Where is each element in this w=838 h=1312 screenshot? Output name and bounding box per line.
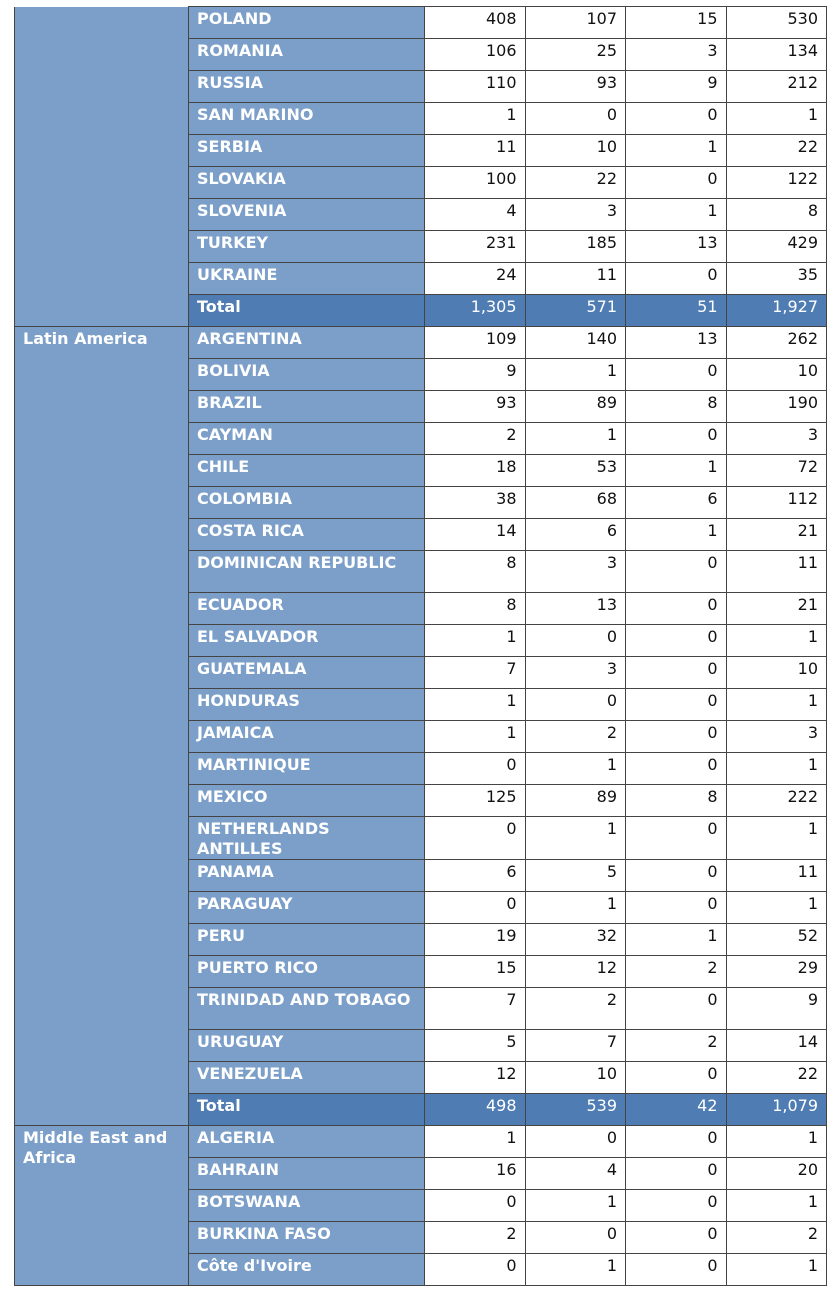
value-col-2: 6 bbox=[525, 519, 626, 551]
value-col-4: 1 bbox=[726, 1190, 827, 1222]
value-col-1: 15 bbox=[425, 956, 526, 988]
value-col-4: 8 bbox=[726, 199, 827, 231]
value-col-1: 408 bbox=[425, 7, 526, 39]
value-col-3: 0 bbox=[626, 817, 727, 860]
value-col-1: 19 bbox=[425, 924, 526, 956]
value-col-2: 12 bbox=[525, 956, 626, 988]
value-col-2: 1 bbox=[525, 817, 626, 860]
value-col-1: 0 bbox=[425, 1190, 526, 1222]
value-col-3: 15 bbox=[626, 7, 727, 39]
value-col-3: 9 bbox=[626, 71, 727, 103]
value-col-4: 35 bbox=[726, 263, 827, 295]
value-col-3: 2 bbox=[626, 1030, 727, 1062]
table-body bbox=[15, 7, 827, 1286]
value-col-1: 110 bbox=[425, 71, 526, 103]
country-name: HONDURAS bbox=[189, 689, 425, 721]
value-col-1: 2 bbox=[425, 1222, 526, 1254]
value-col-4: 1 bbox=[726, 892, 827, 924]
value-col-2: 3 bbox=[525, 199, 626, 231]
value-col-2: 3 bbox=[525, 551, 626, 593]
value-col-1: 4 bbox=[425, 199, 526, 231]
country-name: NETHERLANDS ANTILLES bbox=[189, 817, 425, 860]
value-col-1: 231 bbox=[425, 231, 526, 263]
value-col-4: 2 bbox=[726, 1222, 827, 1254]
value-col-4: 1 bbox=[726, 753, 827, 785]
value-col-4: 212 bbox=[726, 71, 827, 103]
value-col-3: 0 bbox=[626, 721, 727, 753]
value-col-3: 0 bbox=[626, 359, 727, 391]
value-col-3: 0 bbox=[626, 1222, 727, 1254]
value-col-2: 1 bbox=[525, 892, 626, 924]
value-col-1: 7 bbox=[425, 988, 526, 1030]
country-name: UKRAINE bbox=[189, 263, 425, 295]
value-col-1: 0 bbox=[425, 892, 526, 924]
value-col-1: 1 bbox=[425, 103, 526, 135]
country-name: BURKINA FASO bbox=[189, 1222, 425, 1254]
value-col-4: 429 bbox=[726, 231, 827, 263]
value-col-4: 1 bbox=[726, 817, 827, 860]
value-col-3: 1 bbox=[626, 924, 727, 956]
value-col-4: 22 bbox=[726, 1062, 827, 1094]
value-col-2: 0 bbox=[525, 689, 626, 721]
value-col-1: 106 bbox=[425, 39, 526, 71]
country-name: ALGERIA bbox=[189, 1126, 425, 1158]
value-col-1: 12 bbox=[425, 1062, 526, 1094]
value-col-2: 185 bbox=[525, 231, 626, 263]
value-col-2: 13 bbox=[525, 593, 626, 625]
country-name: PUERTO RICO bbox=[189, 956, 425, 988]
value-col-3: 0 bbox=[626, 625, 727, 657]
value-col-4: 262 bbox=[726, 327, 827, 359]
value-col-2: 22 bbox=[525, 167, 626, 199]
country-name: CHILE bbox=[189, 455, 425, 487]
value-col-2: 10 bbox=[525, 1062, 626, 1094]
value-col-3: 0 bbox=[626, 167, 727, 199]
value-col-4: 1 bbox=[726, 1126, 827, 1158]
table-row bbox=[15, 1126, 827, 1158]
country-name: SLOVENIA bbox=[189, 199, 425, 231]
value-col-3: 1 bbox=[626, 455, 727, 487]
value-col-1: 0 bbox=[425, 817, 526, 860]
country-name: BOLIVIA bbox=[189, 359, 425, 391]
value-col-1: 11 bbox=[425, 135, 526, 167]
value-col-1: 8 bbox=[425, 593, 526, 625]
value-col-4: 14 bbox=[726, 1030, 827, 1062]
country-name: BOTSWANA bbox=[189, 1190, 425, 1222]
value-col-4: 11 bbox=[726, 860, 827, 892]
value-col-2: 539 bbox=[525, 1094, 626, 1126]
value-col-3: 6 bbox=[626, 487, 727, 519]
value-col-2: 107 bbox=[525, 7, 626, 39]
value-col-3: 3 bbox=[626, 39, 727, 71]
value-col-3: 8 bbox=[626, 391, 727, 423]
value-col-1: 1 bbox=[425, 625, 526, 657]
value-col-4: 530 bbox=[726, 7, 827, 39]
value-col-4: 1 bbox=[726, 625, 827, 657]
value-col-2: 1 bbox=[525, 359, 626, 391]
value-col-2: 571 bbox=[525, 295, 626, 327]
value-col-3: 0 bbox=[626, 263, 727, 295]
country-name: PERU bbox=[189, 924, 425, 956]
country-name: POLAND bbox=[189, 7, 425, 39]
value-col-3: 2 bbox=[626, 956, 727, 988]
country-name: COSTA RICA bbox=[189, 519, 425, 551]
country-name: SLOVAKIA bbox=[189, 167, 425, 199]
total-label: Total bbox=[189, 1094, 425, 1126]
country-name: PARAGUAY bbox=[189, 892, 425, 924]
value-col-1: 125 bbox=[425, 785, 526, 817]
value-col-2: 0 bbox=[525, 1126, 626, 1158]
value-col-4: 72 bbox=[726, 455, 827, 487]
value-col-2: 1 bbox=[525, 753, 626, 785]
value-col-2: 89 bbox=[525, 785, 626, 817]
value-col-4: 190 bbox=[726, 391, 827, 423]
region-cell: Middle East and Africa bbox=[15, 1126, 189, 1286]
value-col-4: 21 bbox=[726, 519, 827, 551]
value-col-1: 1 bbox=[425, 721, 526, 753]
value-col-1: 24 bbox=[425, 263, 526, 295]
value-col-1: 93 bbox=[425, 391, 526, 423]
value-col-2: 0 bbox=[525, 103, 626, 135]
value-col-2: 4 bbox=[525, 1158, 626, 1190]
country-name: RUSSIA bbox=[189, 71, 425, 103]
value-col-1: 1 bbox=[425, 689, 526, 721]
value-col-4: 10 bbox=[726, 359, 827, 391]
value-col-2: 10 bbox=[525, 135, 626, 167]
region-cell bbox=[15, 7, 189, 327]
value-col-4: 52 bbox=[726, 924, 827, 956]
value-col-3: 0 bbox=[626, 689, 727, 721]
country-name: BRAZIL bbox=[189, 391, 425, 423]
value-col-1: 38 bbox=[425, 487, 526, 519]
region-cell: Latin America bbox=[15, 327, 189, 1126]
country-name: SAN MARINO bbox=[189, 103, 425, 135]
value-col-2: 11 bbox=[525, 263, 626, 295]
value-col-1: 1 bbox=[425, 1126, 526, 1158]
value-col-4: 112 bbox=[726, 487, 827, 519]
value-col-3: 0 bbox=[626, 1254, 727, 1286]
value-col-2: 53 bbox=[525, 455, 626, 487]
value-col-4: 9 bbox=[726, 988, 827, 1030]
country-name: BAHRAIN bbox=[189, 1158, 425, 1190]
value-col-3: 51 bbox=[626, 295, 727, 327]
value-col-2: 1 bbox=[525, 1254, 626, 1286]
value-col-3: 0 bbox=[626, 657, 727, 689]
table-row bbox=[15, 7, 827, 39]
value-col-3: 0 bbox=[626, 860, 727, 892]
value-col-1: 1,305 bbox=[425, 295, 526, 327]
value-col-3: 0 bbox=[626, 423, 727, 455]
value-col-3: 42 bbox=[626, 1094, 727, 1126]
value-col-3: 0 bbox=[626, 1158, 727, 1190]
value-col-4: 22 bbox=[726, 135, 827, 167]
country-totals-table bbox=[14, 6, 827, 1286]
value-col-2: 25 bbox=[525, 39, 626, 71]
value-col-2: 89 bbox=[525, 391, 626, 423]
value-col-1: 100 bbox=[425, 167, 526, 199]
value-col-4: 21 bbox=[726, 593, 827, 625]
value-col-3: 1 bbox=[626, 135, 727, 167]
value-col-3: 0 bbox=[626, 1062, 727, 1094]
country-name: VENEZUELA bbox=[189, 1062, 425, 1094]
value-col-2: 93 bbox=[525, 71, 626, 103]
country-name: Côte d'Ivoire bbox=[189, 1254, 425, 1286]
value-col-3: 1 bbox=[626, 199, 727, 231]
value-col-1: 5 bbox=[425, 1030, 526, 1062]
country-name: DOMINICAN REPUBLIC bbox=[189, 551, 425, 593]
value-col-1: 9 bbox=[425, 359, 526, 391]
country-name: PANAMA bbox=[189, 860, 425, 892]
value-col-4: 20 bbox=[726, 1158, 827, 1190]
value-col-1: 7 bbox=[425, 657, 526, 689]
value-col-2: 0 bbox=[525, 625, 626, 657]
value-col-1: 18 bbox=[425, 455, 526, 487]
value-col-3: 0 bbox=[626, 1190, 727, 1222]
value-col-2: 32 bbox=[525, 924, 626, 956]
value-col-2: 1 bbox=[525, 1190, 626, 1222]
value-col-1: 8 bbox=[425, 551, 526, 593]
country-name: MEXICO bbox=[189, 785, 425, 817]
country-name: URUGUAY bbox=[189, 1030, 425, 1062]
value-col-3: 13 bbox=[626, 327, 727, 359]
country-name: COLOMBIA bbox=[189, 487, 425, 519]
value-col-2: 2 bbox=[525, 721, 626, 753]
country-name: EL SALVADOR bbox=[189, 625, 425, 657]
value-col-4: 1,927 bbox=[726, 295, 827, 327]
value-col-3: 0 bbox=[626, 103, 727, 135]
value-col-2: 5 bbox=[525, 860, 626, 892]
country-name: SERBIA bbox=[189, 135, 425, 167]
value-col-4: 1 bbox=[726, 103, 827, 135]
value-col-3: 8 bbox=[626, 785, 727, 817]
value-col-1: 109 bbox=[425, 327, 526, 359]
value-col-3: 0 bbox=[626, 988, 727, 1030]
value-col-1: 16 bbox=[425, 1158, 526, 1190]
value-col-4: 222 bbox=[726, 785, 827, 817]
value-col-4: 29 bbox=[726, 956, 827, 988]
country-name: TURKEY bbox=[189, 231, 425, 263]
value-col-2: 68 bbox=[525, 487, 626, 519]
country-name: ECUADOR bbox=[189, 593, 425, 625]
value-col-2: 7 bbox=[525, 1030, 626, 1062]
country-name: GUATEMALA bbox=[189, 657, 425, 689]
value-col-3: 13 bbox=[626, 231, 727, 263]
value-col-3: 0 bbox=[626, 551, 727, 593]
value-col-3: 0 bbox=[626, 892, 727, 924]
country-name: MARTINIQUE bbox=[189, 753, 425, 785]
value-col-2: 3 bbox=[525, 657, 626, 689]
value-col-1: 0 bbox=[425, 753, 526, 785]
value-col-4: 1 bbox=[726, 1254, 827, 1286]
value-col-3: 1 bbox=[626, 519, 727, 551]
value-col-3: 0 bbox=[626, 1126, 727, 1158]
value-col-1: 6 bbox=[425, 860, 526, 892]
value-col-4: 122 bbox=[726, 167, 827, 199]
country-name: ARGENTINA bbox=[189, 327, 425, 359]
value-col-2: 2 bbox=[525, 988, 626, 1030]
value-col-2: 140 bbox=[525, 327, 626, 359]
country-name: ROMANIA bbox=[189, 39, 425, 71]
value-col-2: 1 bbox=[525, 423, 626, 455]
value-col-1: 0 bbox=[425, 1254, 526, 1286]
value-col-4: 1 bbox=[726, 689, 827, 721]
value-col-4: 11 bbox=[726, 551, 827, 593]
value-col-4: 10 bbox=[726, 657, 827, 689]
value-col-2: 0 bbox=[525, 1222, 626, 1254]
value-col-4: 134 bbox=[726, 39, 827, 71]
value-col-1: 498 bbox=[425, 1094, 526, 1126]
country-name: JAMAICA bbox=[189, 721, 425, 753]
country-name: CAYMAN bbox=[189, 423, 425, 455]
table-row bbox=[15, 327, 827, 359]
value-col-3: 0 bbox=[626, 753, 727, 785]
value-col-4: 3 bbox=[726, 721, 827, 753]
value-col-3: 0 bbox=[626, 593, 727, 625]
total-label: Total bbox=[189, 295, 425, 327]
value-col-4: 1,079 bbox=[726, 1094, 827, 1126]
value-col-4: 3 bbox=[726, 423, 827, 455]
country-name: TRINIDAD AND TOBAGO bbox=[189, 988, 425, 1030]
value-col-1: 14 bbox=[425, 519, 526, 551]
value-col-1: 2 bbox=[425, 423, 526, 455]
